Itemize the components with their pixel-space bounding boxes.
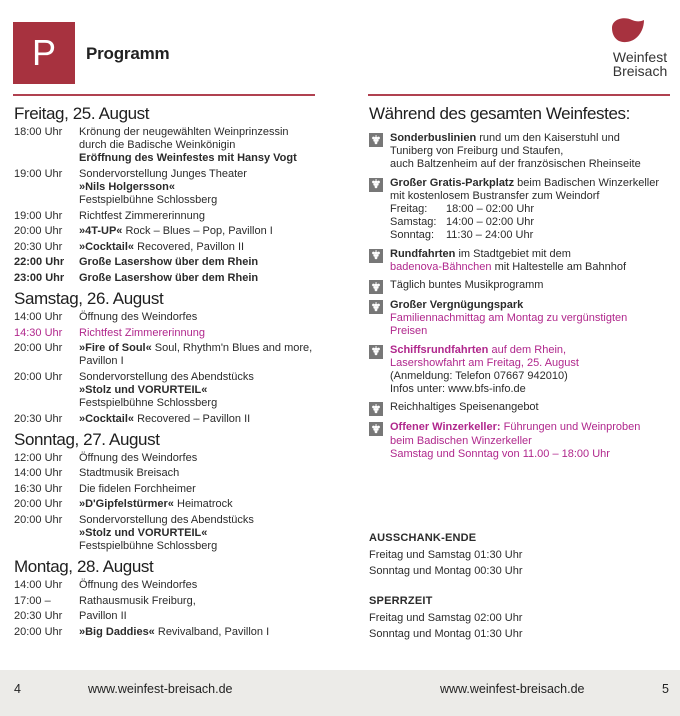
grape-icon: [369, 300, 383, 314]
text-line: [79, 527, 334, 540]
text-line: [79, 241, 334, 254]
emphasis-text: »Big Daddies«: [79, 625, 155, 638]
grape-icon: [369, 133, 383, 147]
parking-hours: 14:00 – 02:00 Uhr: [446, 216, 535, 229]
parking-time-row: [390, 216, 674, 229]
plain-text: Festspielbühne Schlossberg: [79, 194, 218, 207]
text-line: [79, 168, 334, 181]
event-time: 20:00 Uhr: [14, 498, 63, 511]
event-description: [79, 225, 334, 238]
info-text: [390, 421, 674, 461]
info-item: [369, 344, 674, 397]
text-line: [390, 344, 674, 357]
grape-icon: [369, 345, 383, 359]
event-description: [79, 168, 334, 208]
program-schedule: [14, 104, 334, 641]
logo-text-weinfest: Weinfest: [612, 49, 668, 65]
event-time: 14:00 Uhr: [14, 579, 63, 592]
emphasis-text: Große Lasershow über dem Rhein: [79, 256, 259, 269]
event-row: [14, 413, 334, 426]
event-time: 20:00 Uhr: [14, 225, 63, 238]
event-time: 12:00 Uhr: [14, 451, 63, 464]
plain-text: Sondervorstellung des Abendstücks: [79, 513, 254, 526]
info-item: [369, 248, 674, 274]
text-line: [79, 272, 334, 285]
event-row: [14, 327, 334, 340]
text-line: [79, 626, 334, 639]
info-text: [390, 132, 674, 172]
emphasis-text: Eröffnung des Weinfestes mit Hansy Vogt: [79, 152, 297, 165]
text-line: [390, 190, 674, 203]
event-row: [14, 210, 334, 223]
event-row: [14, 371, 334, 411]
plain-text: Tuniberg von Freiburg und Staufen,: [390, 145, 564, 158]
info-text: [390, 344, 674, 397]
emphasis-text: Großer Vergnügungspark: [390, 299, 524, 312]
page-footer: [0, 670, 680, 716]
event-row: [14, 467, 334, 480]
text-line: [390, 312, 674, 325]
event-description: [79, 371, 334, 411]
parking-hours: 18:00 – 02:00 Uhr: [446, 203, 535, 216]
plain-text: mit Haltestelle am Bahnhof: [491, 260, 627, 273]
event-time: 19:00 Uhr: [14, 167, 63, 180]
divider-left: [13, 94, 315, 96]
info-title: Während des gesamten Weinfestes:: [369, 104, 630, 123]
grape-icon: [369, 280, 383, 294]
event-row: [14, 225, 334, 238]
plain-text: Rathausmusik Freiburg,: [79, 594, 196, 607]
event-description: [79, 210, 334, 223]
event-description: [79, 514, 334, 554]
event-description: [79, 327, 334, 340]
text-line: [79, 397, 334, 410]
page-number-right: 5: [662, 682, 669, 696]
text-line: [390, 279, 674, 292]
ausschank-section: [369, 530, 523, 580]
event-description: [79, 241, 334, 254]
text-line: [79, 256, 334, 269]
page-header: [0, 0, 680, 100]
day-heading: Freitag, 25. August: [14, 104, 150, 123]
info-item: [369, 421, 674, 461]
logo-text-breisach: Breisach: [612, 63, 668, 79]
day-heading: Sonntag, 27. August: [14, 429, 160, 449]
emphasis-text: »Stolz und VORURTEIL«: [79, 527, 208, 540]
plain-text: Recovered – Pavillon II: [134, 412, 251, 425]
event-row: [14, 168, 334, 208]
text-line: [79, 413, 334, 426]
event-description: [79, 595, 334, 608]
event-time: 20:30 Uhr: [14, 610, 63, 623]
event-description: [79, 311, 334, 324]
event-description: [79, 467, 334, 480]
sperrzeit-line: Freitag und Samstag 02:00 Uhr: [369, 611, 523, 624]
emphasis-text: »Cocktail«: [79, 412, 135, 425]
event-time: 22:00 Uhr: [14, 256, 65, 269]
text-line: [79, 483, 334, 496]
text-line: [79, 610, 334, 623]
plain-text: Infos unter: www.bfs-info.de: [390, 383, 526, 396]
text-line: [390, 401, 674, 414]
event-description: [79, 610, 334, 623]
text-line: [390, 145, 674, 158]
event-time: 14:30 Uhr: [14, 326, 63, 339]
text-line: [79, 467, 334, 480]
plain-text: rund um den Kaiserstuhl und: [476, 132, 620, 144]
event-row: [14, 579, 334, 592]
parking-time-row: [390, 229, 674, 242]
info-item: [369, 279, 674, 294]
event-description: [79, 498, 334, 511]
plain-text: Reichhaltiges Speisenangebot: [390, 401, 539, 414]
emphasis-text: »D'Gipfelstürmer«: [79, 498, 174, 511]
plain-text: Revivalband, Pavillon I: [154, 625, 270, 638]
emphasis-text: Großer Gratis-Parkplatz: [390, 176, 515, 189]
text-line: [390, 370, 674, 383]
event-time: 20:00 Uhr: [14, 625, 63, 638]
plain-text: Richtfest Zimmererinnung: [79, 209, 205, 222]
text-line: [79, 355, 334, 368]
event-time: 20:30 Uhr: [14, 240, 63, 253]
text-line: [79, 595, 334, 608]
emphasis-text: »Nils Holgersson«: [79, 181, 175, 194]
grape-icon: [369, 402, 383, 416]
info-item: [369, 299, 674, 339]
plain-text: Festspielbühne Schlossberg: [79, 397, 218, 410]
event-row: [14, 626, 334, 639]
plain-text: Familiennachmittag am Montag zu vergünstigten: [390, 312, 628, 325]
plain-text: Pavillon II: [79, 610, 127, 623]
plain-text: Samstag und Sonntag von 11.00 – 18:00 Uhr: [390, 447, 610, 460]
info-item: [369, 177, 674, 243]
text-line: [390, 299, 674, 312]
event-description: [79, 452, 334, 465]
plain-text: Sondervorstellung des Abendstücks: [79, 370, 254, 383]
parking-day: Samstag:: [390, 216, 437, 229]
event-row: [14, 514, 334, 554]
text-line: [390, 325, 674, 338]
text-line: [79, 498, 334, 511]
ausschank-line: Sonntag und Montag 00:30 Uhr: [369, 565, 523, 577]
section-letter-box: P: [13, 22, 75, 84]
text-line: [79, 181, 334, 194]
event-time: 20:30 Uhr: [14, 412, 63, 425]
parking-day: Freitag:: [390, 203, 428, 216]
event-time: 14:00 Uhr: [14, 311, 63, 324]
event-time: 18:00 Uhr: [14, 126, 63, 138]
divider-right: [368, 94, 670, 96]
plain-text: Öffnung des Weindorfes: [79, 579, 198, 592]
info-text: [390, 248, 674, 274]
event-time: 14:00 Uhr: [14, 467, 63, 480]
text-line: [79, 540, 334, 553]
parking-day: Sonntag:: [390, 229, 435, 242]
text-line: [390, 421, 674, 434]
event-time: 20:00 Uhr: [14, 513, 63, 526]
event-row: [14, 452, 334, 465]
parking-times: [390, 203, 674, 243]
grape-icon: [369, 178, 383, 192]
event-time: 23:00 Uhr: [14, 271, 65, 284]
text-line: [79, 579, 334, 592]
plain-text: Die fidelen Forchheimer: [79, 482, 196, 495]
text-line: [79, 384, 334, 397]
info-list: [369, 132, 674, 461]
text-line: [390, 435, 674, 448]
text-line: [390, 177, 674, 190]
plain-text: Preisen: [390, 325, 428, 338]
parking-hours: 11:30 – 24:00 Uhr: [446, 229, 534, 242]
text-line: [79, 194, 334, 207]
emphasis-text: »Fire of Soul«: [79, 342, 152, 355]
event-row: [14, 342, 334, 368]
wine-drop-icon: [608, 16, 646, 44]
event-row: [14, 311, 334, 324]
info-text: [390, 177, 674, 243]
text-line: [390, 357, 674, 370]
event-time: 16:30 Uhr: [14, 482, 63, 495]
day-heading: Montag, 28. August: [14, 557, 154, 577]
ausschank-heading: AUSSCHANK-ENDE: [369, 532, 477, 544]
text-line: [390, 132, 674, 145]
event-row: [14, 272, 334, 285]
text-line: [390, 158, 674, 171]
emphasis-text: »4T-UP«: [79, 225, 123, 238]
info-text: [390, 299, 674, 339]
event-time: 20:00 Uhr: [14, 342, 63, 355]
page-number-left: 4: [14, 682, 21, 696]
plain-text: beim Badischen Winzerkeller: [390, 434, 532, 447]
emphasis-text: »Stolz und VORURTEIL«: [79, 383, 208, 396]
plain-text: Öffnung des Weindorfes: [79, 311, 198, 324]
event-description: [79, 626, 334, 639]
event-description: [79, 483, 334, 496]
plain-text: Krönung der neugewählten Weinprinzessin: [79, 126, 289, 138]
text-line: [79, 225, 334, 238]
event-time: 20:00 Uhr: [14, 370, 63, 383]
text-line: [390, 383, 674, 396]
weinfest-logo: [605, 16, 675, 86]
ausschank-line: Freitag und Samstag 01:30 Uhr: [369, 548, 523, 561]
grape-icon: [369, 422, 383, 436]
emphasis-text: Große Lasershow über dem Rhein: [79, 271, 259, 284]
text-line: [79, 342, 334, 355]
plain-text: Sondervorstellung Junges Theater: [79, 167, 247, 180]
event-row: [14, 241, 334, 254]
plain-text: Stadtmusik Breisach: [79, 467, 180, 480]
festival-info: [369, 104, 674, 466]
website-link-right[interactable]: www.weinfest-breisach.de: [440, 682, 585, 696]
info-text: [390, 401, 674, 416]
event-description: [79, 342, 334, 368]
plain-text: (Anmeldung: Telefon 07667 942010): [390, 370, 568, 383]
text-line: [79, 139, 334, 152]
plain-text: Recovered, Pavillon II: [134, 240, 245, 253]
emphasis-text: Sonderbuslinien: [390, 132, 477, 144]
text-line: [79, 514, 334, 527]
text-line: [79, 452, 334, 465]
plain-text: Richtfest Zimmererinnung: [79, 326, 205, 339]
event-description: [79, 579, 334, 592]
info-item: [369, 132, 674, 172]
plain-text: Lasershowfahrt am Freitag, 25. August: [390, 356, 579, 369]
info-item: [369, 401, 674, 416]
event-row: [14, 610, 334, 623]
plain-text: Täglich buntes Musikprogramm: [390, 279, 544, 292]
plain-text: badenova-Bähnchen: [390, 260, 492, 273]
plain-text: Festspielbühne Schlossberg: [79, 540, 218, 553]
emphasis-text: Offener Winzerkeller:: [390, 421, 501, 434]
emphasis-text: Schiffsrundfahrten: [390, 343, 489, 356]
event-row: [14, 595, 334, 608]
sperrzeit-heading: SPERRZEIT: [369, 595, 433, 607]
plain-text: beim Badischen Winzerkeller: [514, 176, 659, 189]
plain-text: Rock – Blues – Pop, Pavillon I: [122, 225, 273, 238]
plain-text: im Stadtgebiet mit dem: [455, 247, 571, 260]
plain-text: mit kostenlosem Bustransfer zum Weindorf: [390, 189, 600, 202]
event-description: [79, 272, 334, 285]
day-heading: Samstag, 26. August: [14, 289, 164, 309]
plain-text: Heimatrock: [173, 498, 233, 511]
plain-text: auch Baltzenheim auf der französischen Rheinseite: [390, 158, 641, 171]
page-title: Programm: [86, 44, 170, 63]
grape-icon: [369, 249, 383, 263]
plain-text: Öffnung des Weindorfes: [79, 451, 198, 464]
text-line: [79, 126, 334, 139]
text-line: [390, 448, 674, 461]
event-row: [14, 498, 334, 511]
event-row: [14, 483, 334, 496]
text-line: [390, 261, 674, 274]
event-description: [79, 413, 334, 426]
text-line: [79, 152, 334, 165]
website-link-left[interactable]: www.weinfest-breisach.de: [88, 682, 233, 696]
parking-time-row: [390, 203, 674, 216]
event-time: 19:00 Uhr: [14, 209, 63, 222]
sperrzeit-line: Sonntag und Montag 01:30 Uhr: [369, 628, 523, 640]
text-line: [390, 248, 674, 261]
emphasis-text: Rundfahrten: [390, 247, 456, 260]
text-line: [79, 210, 334, 223]
sperrzeit-section: [369, 593, 523, 643]
plain-text: Führungen und Weinproben: [500, 421, 641, 434]
text-line: [79, 327, 334, 340]
event-description: [79, 126, 334, 166]
text-line: [79, 311, 334, 324]
text-line: [79, 371, 334, 384]
plain-text: Pavillon I: [79, 355, 124, 368]
info-text: [390, 279, 674, 294]
plain-text: Soul, Rhythm'n Blues and more,: [151, 342, 313, 355]
event-row: [14, 126, 334, 166]
emphasis-text: »Cocktail«: [79, 240, 135, 253]
event-row: [14, 256, 334, 269]
event-time: 17:00 –: [14, 594, 51, 607]
plain-text: auf dem Rhein,: [488, 343, 567, 356]
event-description: [79, 256, 334, 269]
plain-text: durch die Badische Weinkönigin: [79, 139, 236, 152]
